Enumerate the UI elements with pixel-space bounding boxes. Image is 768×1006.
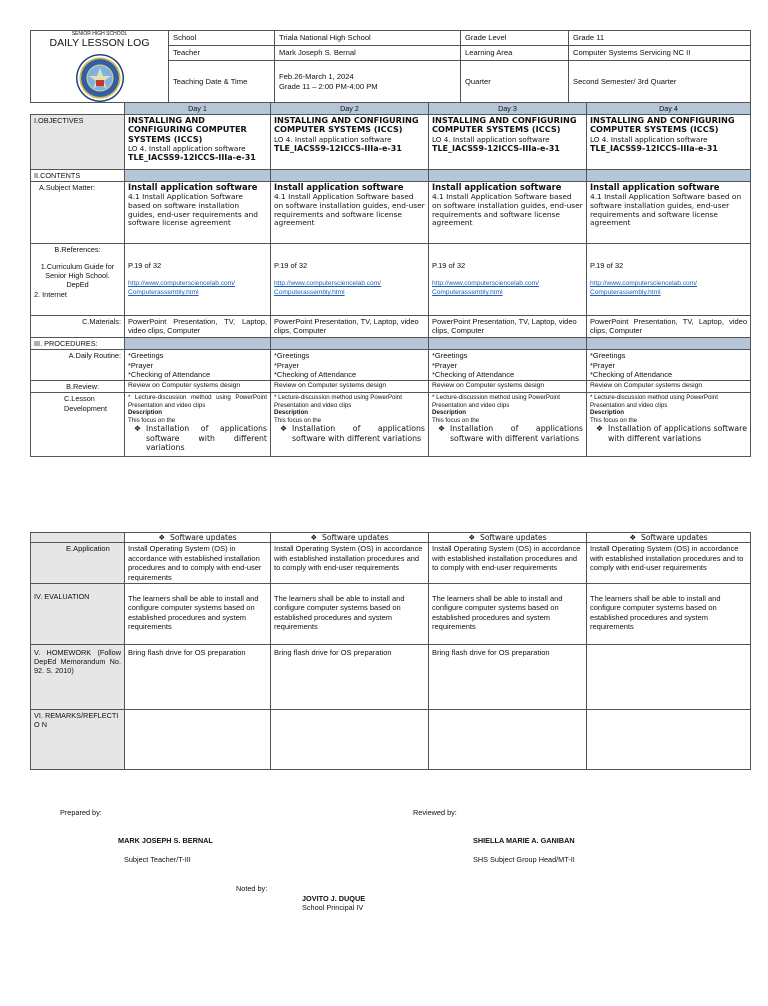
remarks-cell (429, 709, 587, 769)
homework-cell: Bring flash drive for OS preparation (429, 644, 587, 709)
teacher-label: Teacher (169, 46, 275, 61)
review-cell: Review on Computer systems design (271, 381, 429, 393)
evaluation-label: IV. EVALUATION (31, 583, 125, 644)
review-cell: Review on Computer systems design (587, 381, 751, 393)
day-header: Day 4 (587, 103, 751, 115)
ref-internet: 2. Internet (34, 289, 67, 299)
principal-name: JOVITO J. DUQUE (302, 894, 366, 903)
quarter-label: Quarter (461, 61, 569, 103)
header-table (30, 30, 751, 103)
lesson-cell: * Lecture-discussion method using PowerPoint Presentation and video clips Description This focus on the ❖ Installation of applications software with different variations (125, 393, 271, 457)
evaluation-cell: The learners shall be able to install and configure computer systems based on established procedures and system requirements (429, 583, 587, 644)
diamond-bullet-icon: ❖ (629, 533, 637, 542)
bullet-continuation: ❖ Software updates (587, 533, 751, 543)
homework-cell (587, 644, 751, 709)
reference-cell: P.19 of 32 http://www.computersciencelab.com/ Computerassembly.html (429, 244, 587, 316)
quarter-value: Second Semester/ 3rd Quarter (569, 61, 751, 103)
time-line: Grade 11 – 2:00 PM-4:00 PM (279, 81, 378, 91)
routine-cell: *Greetings *Prayer *Checking of Attendance (587, 350, 751, 381)
references-label: B.References: 1.Curriculum Guide for Senior High School. DepEd 2. Internet (31, 244, 125, 316)
lesson-cell: * Lecture-discussion method using PowerPoint Presentation and video clips Description This focus on the ❖ Installation of applications software with different variations (271, 393, 429, 457)
reference-link[interactable]: http://www.computersciencelab.com/ (590, 280, 698, 288)
lesson-table-part1 (30, 102, 751, 457)
reviewed-label: Reviewed by: (413, 808, 457, 817)
lesson-table-part2 (30, 532, 751, 770)
grade-label: Grade Level (461, 31, 569, 46)
area-label: Learning Area (461, 46, 569, 61)
subject-cell: Install application software 4.1 Install Application Software based on software installation guides, end-user requirements and software license agreement (271, 182, 429, 244)
daily-routine-label: A.Daily Routine: (31, 350, 125, 381)
remarks-cell (587, 709, 751, 769)
reviewer-name: SHIELLA MARIE A. GANIBAN (473, 836, 575, 845)
reference-cell: P.19 of 32 http://www.computersciencelab.com/ Computerassembly.html (587, 244, 751, 316)
application-cell: Install Operating System (OS) in accordance with established installation procedures and to comply with end-user requirements (125, 543, 271, 584)
day-header: Day 1 (125, 103, 271, 115)
homework-label: V. HOMEWORK (Follow DepEd Memorandum No. 92. S. 2010) (31, 644, 125, 709)
subject-cell: Install application software 4.1 Install Application Software based on software installation guides, end-user requirements and software license agreement (429, 182, 587, 244)
subject-cell: Install application software 4.1 Install Application Software based on software installation guides, end-user requirements and software license agreement (587, 182, 751, 244)
review-cell: Review on Computer systems design (429, 381, 587, 393)
diamond-bullet-icon: ❖ (158, 533, 166, 542)
lesson-cell: * Lecture-discussion method using PowerPoint Presentation and video clips Description This focus on the ❖ Installation of applications software with different variations (429, 393, 587, 457)
application-label: E.Application (31, 543, 125, 584)
reference-link[interactable]: Computerassembly.html (432, 289, 503, 297)
application-cell: Install Operating System (OS) in accordance with established installation procedures and to comply with end-user requirements (271, 543, 429, 584)
reviewer-title: SHS Subject Group Head/MT-II (473, 855, 575, 864)
ref-curriculum: 1.Curriculum Guide for Senior High School. DepEd (40, 262, 115, 290)
reference-cell: P.19 of 32 http://www.computersciencelab.com/ Computerassembly.html (271, 244, 429, 316)
bullet-continuation: ❖ Software updates (271, 533, 429, 543)
objective-cell: INSTALLING AND CONFIGURING COMPUTER SYSTEMS (ICCS) LO 4. Install application software TLE_IACSS9-12ICCS-IIIa-e-31 (271, 115, 429, 170)
school-label: School (169, 31, 275, 46)
diamond-bullet-icon: ❖ (134, 424, 141, 434)
preparer-title: Subject Teacher/T-III (124, 855, 191, 864)
subject-cell: Install application software 4.1 Install Application Software based on software installation guides, end-user requirements and software license agreement (125, 182, 271, 244)
diamond-bullet-icon: ❖ (310, 533, 318, 542)
area-value: Computer Systems Servicing NC II (569, 46, 751, 61)
diamond-bullet-icon: ❖ (468, 533, 476, 542)
bullet-continuation: ❖ Software updates (125, 533, 271, 543)
reference-link[interactable]: Computerassembly.html (274, 289, 345, 297)
reference-link[interactable]: http://www.computersciencelab.com/ (432, 280, 540, 288)
date-line: Feb.26-March 1, 2024 (279, 72, 354, 82)
diamond-bullet-icon: ❖ (438, 424, 445, 434)
principal-title: School Principal IV (302, 903, 364, 912)
preparer-name: MARK JOSEPH S. BERNAL (118, 836, 213, 845)
school-value: Triala National High School (275, 31, 461, 46)
objective-cell: INSTALLING AND CONFIGURING COMPUTER SYSTEMS (ICCS) LO 4. Install application software TLE_IACSS9-12ICCS-IIIa-e-31 (587, 115, 751, 170)
procedures-label: III. PROCEDURES: (31, 338, 125, 350)
grade-value: Grade 11 (569, 31, 751, 46)
materials-cell: PowerPoint Presentation, TV, Laptop, video clips, Computer (271, 316, 429, 338)
bullet-continuation: ❖ Software updates (429, 533, 587, 543)
remarks-label: VI. REMARKS/REFLECTIO N (31, 709, 125, 769)
doc-title: DAILY LESSON LOG (49, 37, 150, 50)
routine-cell: *Greetings *Prayer *Checking of Attendance (271, 350, 429, 381)
objective-cell: INSTALLING AND CONFIGURING COMPUTER SYSTEMS (ICCS) LO 4. Install application software TLE_IACSS9-12ICCS-IIIa-e-31 (125, 115, 271, 170)
prepared-label: Prepared by: (60, 808, 102, 817)
day-header: Day 3 (429, 103, 587, 115)
lesson-cell: * Lecture-discussion method using PowerPoint Presentation and video clips Description This focus on the ❖ Installation of applications software with different variations (587, 393, 751, 457)
deped-seal-icon (76, 54, 124, 102)
routine-cell: *Greetings *Prayer *Checking of Attendance (429, 350, 587, 381)
diamond-bullet-icon: ❖ (280, 424, 287, 434)
teacher-value: Mark Joseph S. Bernal (275, 46, 461, 61)
subject-matter-label: A.Subject Matter: (31, 182, 125, 244)
application-cell: Install Operating System (OS) in accordance with established installation procedures and to comply with end-user requirements (429, 543, 587, 584)
objectives-label: I.OBJECTIVES (31, 115, 125, 170)
date-time-value (275, 61, 461, 103)
day-header: Day 2 (271, 103, 429, 115)
materials-cell: PowerPoint Presentation, TV, Laptop, video clips, Computer (587, 316, 751, 338)
application-cell: Install Operating System (OS) in accordance with established installation procedures and to comply with end-user requirements (587, 543, 751, 584)
date-time-label: Teaching Date & Time (169, 61, 275, 103)
reference-link[interactable]: Computerassembly.html (590, 289, 661, 297)
lesson-dev-label: C.Lesson Development (31, 393, 125, 457)
evaluation-cell: The learners shall be able to install and configure computer systems based on established procedures and system requirements (587, 583, 751, 644)
remarks-cell (271, 709, 429, 769)
remarks-cell (125, 709, 271, 769)
reference-link[interactable]: http://www.computersciencelab.com/ (128, 280, 236, 288)
school-type: SENIOR HIGH SCHOOL (71, 31, 128, 37)
routine-cell: *Greetings *Prayer *Checking of Attendance (125, 350, 271, 381)
objective-cell: INSTALLING AND CONFIGURING COMPUTER SYSTEMS (ICCS) LO 4. Install application software TLE_IACSS9-12ICCS-IIIa-e-31 (429, 115, 587, 170)
evaluation-cell: The learners shall be able to install and configure computer systems based on established procedures and system requirements (271, 583, 429, 644)
materials-cell: PowerPoint Presentation, TV, Laptop, video clips, Computer (429, 316, 587, 338)
homework-cell: Bring flash drive for OS preparation (125, 644, 271, 709)
contents-label: II.CONTENTS (31, 170, 125, 182)
materials-cell: PowerPoint Presentation, TV, Laptop, video clips, Computer (125, 316, 271, 338)
homework-cell: Bring flash drive for OS preparation (271, 644, 429, 709)
noted-label: Noted by: (236, 884, 268, 893)
diamond-bullet-icon: ❖ (596, 424, 603, 434)
review-cell: Review on Computer systems design (125, 381, 271, 393)
review-label: B.Review: (31, 381, 125, 393)
reference-cell: P.19 of 32 http://www.computersciencelab.com/ Computerassembly.html (125, 244, 271, 316)
materials-label: C.Materials: (31, 316, 125, 338)
logo-cell (31, 31, 169, 103)
reference-link[interactable]: http://www.computersciencelab.com/ (274, 280, 382, 288)
reference-link[interactable]: Computerassembly.html (128, 289, 199, 297)
evaluation-cell: The learners shall be able to install and configure computer systems based on established procedures and system requirements (125, 583, 271, 644)
